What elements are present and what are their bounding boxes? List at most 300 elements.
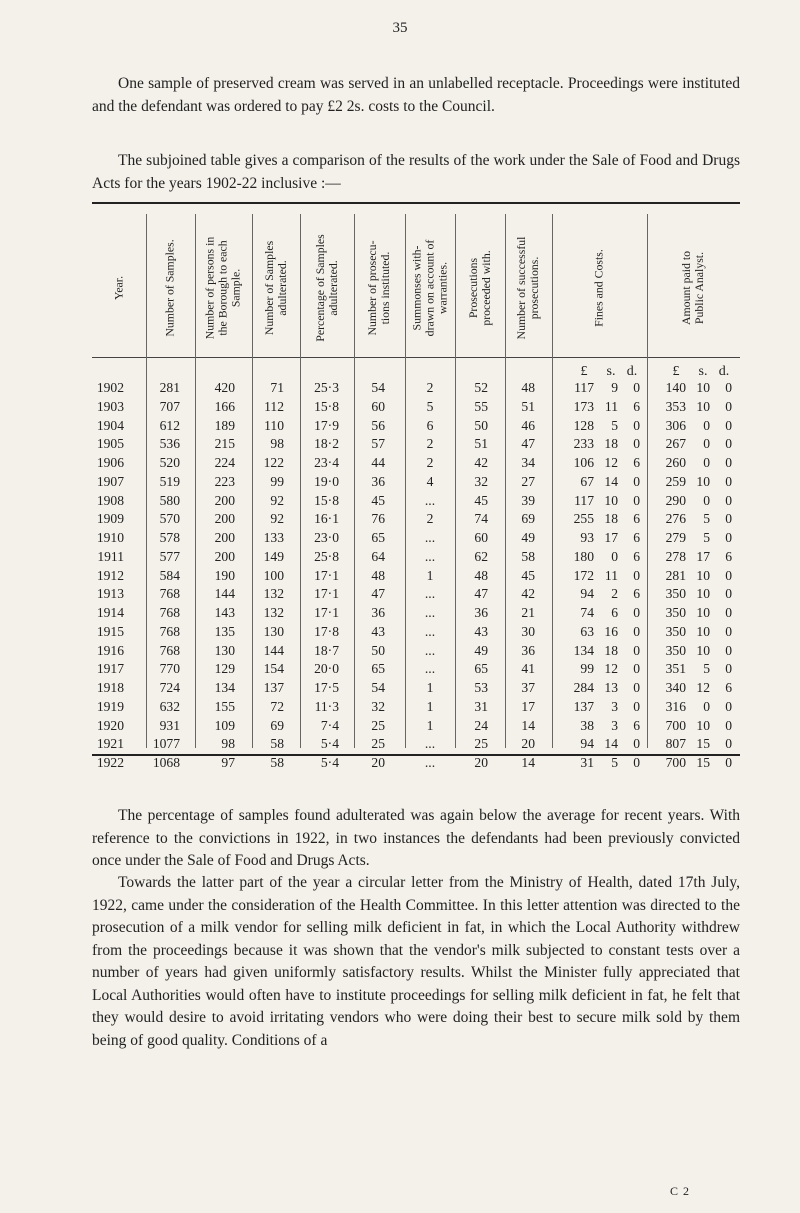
cell-year: 1917: [96, 661, 124, 677]
cell-proceeded: 60: [474, 530, 488, 545]
header-persons: [202, 222, 243, 354]
cell-fines-shillings: 18: [604, 511, 618, 527]
cell-analyst-pence: 0: [725, 717, 732, 733]
cell-prosecutions: 47: [371, 586, 385, 602]
cell-proceeded: 51: [474, 436, 488, 452]
cell-percentage: 18·7: [314, 642, 339, 658]
cell-fines-pounds: 93: [580, 530, 594, 545]
cell-percentage: 5·4: [320, 736, 339, 752]
cell-proceeded: 32: [474, 473, 488, 489]
cell-analyst-pence: 6: [725, 548, 732, 564]
cell-successful: 14: [521, 717, 535, 733]
cell-withdrawn: ...: [424, 661, 436, 677]
cell-samples: 768: [159, 642, 180, 658]
cell-prosecutions: 36: [371, 473, 385, 489]
cell-year: 1906: [96, 455, 124, 470]
cell-withdrawn: 2: [426, 380, 434, 395]
cell-samples: 570: [159, 511, 180, 527]
cell-fines-pence: 6: [633, 530, 640, 545]
cell-fines-pounds: 128: [573, 417, 594, 433]
cell-fines-shillings: 11: [604, 398, 618, 414]
paragraph-cream-sample: [92, 73, 740, 118]
cell-fines-pence: 0: [633, 417, 640, 433]
cell-year: 1914: [96, 605, 124, 620]
cell-percentage: 20·0: [314, 661, 339, 677]
cell-withdrawn: 1: [426, 698, 434, 714]
column-divider: [146, 214, 147, 748]
cell-percentage: 23·4: [314, 455, 339, 470]
cell-withdrawn: ...: [424, 642, 436, 658]
cell-fines-pence: 0: [633, 661, 640, 677]
cell-percentage: 17·8: [314, 623, 339, 639]
table-row: [92, 624, 740, 643]
analyst-unit-shillings: s.: [698, 364, 708, 379]
cell-fines-shillings: 2: [611, 586, 618, 602]
cell-adulterated: 71: [270, 380, 284, 395]
header-prosecutions: [366, 222, 392, 354]
cell-year: 1921: [96, 736, 124, 752]
header-withdrawn: [409, 222, 450, 354]
cell-analyst-pounds: 278: [665, 548, 686, 564]
cell-adulterated: 149: [263, 548, 284, 564]
cell-fines-pence: 0: [633, 698, 640, 714]
header-analyst: [680, 222, 706, 354]
cell-percentage: 19·0: [314, 473, 339, 489]
table-row: [92, 455, 740, 474]
cell-percentage: 17·1: [314, 605, 339, 620]
cell-year: 1908: [96, 492, 124, 508]
cell-fines-shillings: 12: [604, 455, 618, 470]
cell-analyst-pence: 0: [725, 473, 732, 489]
cell-fines-pounds: 180: [573, 548, 594, 564]
column-divider: [647, 214, 648, 748]
cell-fines-shillings: 9: [611, 380, 618, 395]
header-label: Number of successful prosecutions.: [514, 236, 541, 340]
cell-fines-pounds: 106: [573, 455, 594, 470]
cell-fines-pence: 0: [633, 680, 640, 695]
cell-withdrawn: ...: [424, 548, 436, 564]
cell-samples: 768: [159, 586, 180, 602]
cell-withdrawn: ...: [424, 530, 436, 545]
cell-persons: 200: [214, 548, 235, 564]
cell-analyst-shillings: 0: [703, 492, 710, 508]
cell-withdrawn: 2: [426, 455, 434, 470]
cell-analyst-pounds: 807: [665, 736, 686, 752]
cell-analyst-pounds: 259: [665, 473, 686, 489]
cell-percentage: 5·4: [320, 755, 339, 770]
cell-year: 1922: [96, 755, 124, 770]
cell-prosecutions: 45: [371, 492, 385, 508]
cell-samples: 724: [159, 680, 180, 695]
cell-prosecutions: 56: [371, 417, 385, 433]
column-divider: [505, 214, 506, 748]
cell-analyst-pounds: 260: [665, 455, 686, 470]
cell-samples: 770: [159, 661, 180, 677]
cell-samples: 281: [159, 380, 180, 395]
fines-unit-pence: d.: [626, 364, 638, 379]
cell-fines-pounds: 173: [573, 398, 594, 414]
cell-successful: 69: [521, 511, 535, 527]
cell-adulterated: 130: [263, 623, 284, 639]
cell-analyst-shillings: 17: [696, 548, 710, 564]
cell-samples: 1077: [152, 736, 180, 752]
cell-year: 1913: [96, 586, 124, 602]
cell-percentage: 11·3: [314, 698, 339, 714]
cell-fines-pence: 0: [633, 605, 640, 620]
cell-persons: 200: [214, 511, 235, 527]
cell-analyst-pence: 0: [725, 698, 732, 714]
cell-analyst-pence: 0: [725, 605, 732, 620]
cell-proceeded: 31: [474, 698, 488, 714]
cell-year: 1918: [96, 680, 124, 695]
cell-prosecutions: 48: [371, 567, 385, 583]
cell-persons: 129: [214, 661, 235, 677]
cell-year: 1911: [97, 548, 124, 564]
cell-adulterated: 98: [270, 436, 284, 452]
table-row: [92, 661, 740, 680]
cell-persons: 97: [221, 755, 235, 770]
cell-fines-pence: 0: [633, 473, 640, 489]
cell-prosecutions: 54: [371, 680, 385, 695]
cell-adulterated: 72: [270, 698, 284, 714]
cell-analyst-pounds: 351: [665, 661, 686, 677]
cell-proceeded: 49: [474, 642, 488, 658]
cell-fines-shillings: 10: [604, 492, 618, 508]
cell-analyst-pence: 0: [725, 455, 732, 470]
cell-samples: 584: [159, 567, 180, 583]
table-row: [92, 643, 740, 662]
cell-fines-shillings: 18: [604, 642, 618, 658]
cell-samples: 707: [159, 398, 180, 414]
cell-analyst-pounds: 267: [665, 436, 686, 452]
cell-adulterated: 132: [263, 605, 284, 620]
table-row: [92, 493, 740, 512]
fines-unit-shillings: s.: [606, 364, 616, 379]
signature-mark: C 2: [670, 1184, 691, 1198]
cell-fines-pounds: 67: [580, 473, 594, 489]
cell-persons: 190: [214, 567, 235, 583]
cell-analyst-shillings: 0: [703, 698, 710, 714]
cell-successful: 58: [521, 548, 535, 564]
column-divider: [405, 214, 406, 748]
cell-successful: 14: [521, 755, 535, 770]
paragraph-text: Towards the latter part of the year a circular letter from the Ministry of Health, dated 17th July, 1922, came under the consideration of the Health Committee. In this letter attention was directed to the prosecution of a milk vendor for selling milk deficient in fat, in which the Local Authority withdrew from the proceedings because it was shown that the vendor's milk subjected to constant tests over a number of years had given uniformly satisfactory results. Whilst the Minister fully appreciated that Local Authorities would often have to institute proceedings for selling milk deficient in fat, he felt that they would desire to avoid irritating vendors who were doing their best to secure milk sold by them being of good quality. Conditions of a: [92, 874, 740, 1049]
cell-percentage: 17·5: [314, 680, 339, 695]
cell-proceeded: 42: [474, 455, 488, 470]
cell-analyst-pence: 0: [725, 436, 732, 452]
table-row: [92, 530, 740, 549]
cell-prosecutions: 65: [371, 661, 385, 677]
table-row: [92, 549, 740, 568]
cell-analyst-pounds: 306: [665, 417, 686, 433]
cell-year: 1909: [96, 511, 124, 527]
cell-fines-pounds: 284: [573, 680, 594, 695]
header-label: Year.: [111, 275, 126, 301]
cell-samples: 768: [159, 623, 180, 639]
column-divider: [552, 214, 553, 748]
table-row: [92, 680, 740, 699]
cell-analyst-pence: 0: [725, 642, 732, 658]
cell-withdrawn: 6: [426, 417, 434, 433]
cell-analyst-pounds: 350: [665, 605, 686, 620]
header-label: Prosecutions proceeded with.: [466, 250, 493, 326]
cell-successful: 30: [521, 623, 535, 639]
cell-withdrawn: ...: [424, 736, 436, 752]
cell-analyst-pounds: 700: [665, 717, 686, 733]
cell-persons: 98: [221, 736, 235, 752]
table-row: [92, 718, 740, 737]
cell-fines-shillings: 11: [604, 567, 618, 583]
cell-proceeded: 47: [474, 586, 488, 602]
table-row: [92, 474, 740, 493]
cell-adulterated: 112: [264, 398, 284, 414]
cell-proceeded: 74: [474, 511, 488, 527]
cell-withdrawn: ...: [424, 623, 436, 639]
cell-samples: 578: [159, 530, 180, 545]
cell-fines-pence: 0: [633, 567, 640, 583]
table-row: [92, 436, 740, 455]
cell-fines-shillings: 0: [611, 548, 618, 564]
cell-fines-pence: 0: [633, 436, 640, 452]
cell-samples: 768: [159, 605, 180, 620]
cell-percentage: 18·2: [314, 436, 339, 452]
cell-fines-pounds: 94: [580, 736, 594, 752]
cell-successful: 39: [521, 492, 535, 508]
cell-withdrawn: ...: [424, 755, 436, 770]
cell-adulterated: 69: [270, 717, 284, 733]
header-year: [106, 222, 132, 354]
cell-analyst-pence: 0: [725, 755, 732, 770]
cell-year: 1920: [96, 717, 124, 733]
cell-percentage: 15·8: [314, 492, 339, 508]
cell-withdrawn: 2: [426, 436, 434, 452]
cell-year: 1915: [96, 623, 124, 639]
cell-withdrawn: 1: [426, 680, 434, 695]
paragraph-text: The percentage of samples found adulterated was again below the average for recent years. With reference to the convictions in 1922, in two instances the defendants had been previously convicted once under the Sale of Food and Drugs Acts.: [92, 807, 740, 869]
cell-proceeded: 24: [474, 717, 488, 733]
table-row: [92, 511, 740, 530]
cell-analyst-pence: 0: [725, 398, 732, 414]
cell-percentage: 16·1: [314, 511, 339, 527]
cell-samples: 536: [159, 436, 180, 452]
cell-fines-shillings: 14: [604, 736, 618, 752]
cell-fines-pounds: 63: [580, 623, 594, 639]
header-adulterated: [263, 222, 289, 354]
cell-persons: 143: [214, 605, 235, 620]
cell-analyst-pence: 0: [725, 661, 732, 677]
cell-adulterated: 132: [263, 586, 284, 602]
cell-successful: 42: [521, 586, 535, 602]
cell-analyst-shillings: 10: [696, 567, 710, 583]
cell-adulterated: 92: [270, 511, 284, 527]
cell-analyst-pounds: 350: [665, 586, 686, 602]
fines-unit-pounds: £: [580, 364, 588, 379]
column-divider: [300, 214, 301, 748]
cell-analyst-shillings: 5: [703, 511, 710, 527]
cell-samples: 1068: [152, 755, 180, 770]
cell-successful: 21: [521, 605, 535, 620]
cell-withdrawn: ...: [424, 586, 436, 602]
cell-analyst-shillings: 10: [696, 642, 710, 658]
cell-samples: 612: [159, 417, 180, 433]
cell-fines-pounds: 117: [574, 380, 594, 395]
table-row: [92, 586, 740, 605]
cell-fines-pounds: 117: [574, 492, 594, 508]
cell-year: 1912: [96, 567, 124, 583]
cell-persons: 166: [214, 398, 235, 414]
cell-persons: 215: [214, 436, 235, 452]
cell-analyst-pounds: 316: [665, 698, 686, 714]
cell-successful: 37: [521, 680, 535, 695]
header-percentage: [314, 222, 340, 354]
column-divider: [252, 214, 253, 748]
cell-year: 1919: [96, 698, 124, 714]
table-header-rule: [92, 357, 740, 358]
cell-analyst-shillings: 10: [696, 380, 710, 395]
cell-successful: 45: [521, 567, 535, 583]
cell-percentage: 17·1: [314, 586, 339, 602]
cell-analyst-shillings: 10: [696, 398, 710, 414]
paragraph-ministry-letter: [92, 872, 740, 1052]
cell-fines-pence: 0: [633, 623, 640, 639]
cell-fines-shillings: 12: [604, 661, 618, 677]
cell-percentage: 17·1: [314, 567, 339, 583]
cell-withdrawn: 5: [426, 398, 434, 414]
cell-persons: 200: [214, 492, 235, 508]
cell-analyst-shillings: 10: [696, 605, 710, 620]
header-label: Amount paid to Public Analyst.: [679, 250, 706, 326]
table-row: [92, 755, 740, 774]
cell-adulterated: 144: [263, 642, 284, 658]
cell-fines-pence: 6: [633, 548, 640, 564]
cell-percentage: 7·4: [320, 717, 339, 733]
page-number: 35: [392, 20, 408, 36]
cell-prosecutions: 65: [371, 530, 385, 545]
cell-analyst-shillings: 5: [703, 661, 710, 677]
cell-analyst-shillings: 0: [703, 436, 710, 452]
cell-analyst-pence: 0: [725, 736, 732, 752]
cell-analyst-pounds: 276: [665, 511, 686, 527]
cell-proceeded: 36: [474, 605, 488, 620]
cell-analyst-pounds: 353: [665, 398, 686, 414]
cell-analyst-shillings: 12: [696, 680, 710, 695]
cell-proceeded: 52: [474, 380, 488, 395]
cell-fines-pence: 0: [633, 492, 640, 508]
cell-percentage: 15·8: [314, 398, 339, 414]
cell-fines-shillings: 3: [611, 698, 618, 714]
cell-fines-shillings: 14: [604, 473, 618, 489]
cell-fines-pence: 6: [633, 455, 640, 470]
cell-withdrawn: 1: [426, 567, 434, 583]
analyst-unit-pounds: £: [672, 364, 680, 379]
cell-withdrawn: 1: [426, 717, 434, 733]
table-row: [92, 380, 740, 399]
cell-adulterated: 100: [263, 567, 284, 583]
cell-analyst-pence: 0: [725, 417, 732, 433]
header-label: Number of persons in the Borough to each Sample.: [202, 236, 243, 340]
food-drugs-comparison-table: [92, 202, 740, 770]
cell-proceeded: 43: [474, 623, 488, 639]
cell-analyst-pounds: 700: [665, 755, 686, 770]
cell-successful: 49: [521, 530, 535, 545]
cell-persons: 200: [214, 530, 235, 545]
cell-analyst-pence: 0: [725, 530, 732, 545]
cell-fines-pence: 6: [633, 398, 640, 414]
cell-adulterated: 122: [263, 455, 284, 470]
cell-adulterated: 58: [270, 736, 284, 752]
cell-analyst-shillings: 0: [703, 417, 710, 433]
cell-percentage: 25·3: [314, 380, 339, 395]
header-fines: [586, 222, 612, 354]
cell-successful: 36: [521, 642, 535, 658]
cell-prosecutions: 36: [371, 605, 385, 620]
cell-analyst-pounds: 350: [665, 642, 686, 658]
cell-samples: 632: [159, 698, 180, 714]
cell-prosecutions: 43: [371, 623, 385, 639]
cell-fines-pounds: 137: [573, 698, 594, 714]
cell-successful: 20: [521, 736, 535, 752]
cell-year: 1903: [96, 398, 124, 414]
cell-proceeded: 25: [474, 736, 488, 752]
table-body: [92, 380, 740, 774]
cell-successful: 17: [521, 698, 535, 714]
cell-analyst-pence: 0: [725, 511, 732, 527]
cell-year: 1904: [96, 417, 124, 433]
cell-successful: 48: [521, 380, 535, 395]
cell-samples: 580: [159, 492, 180, 508]
cell-adulterated: 110: [264, 417, 284, 433]
cell-fines-shillings: 3: [611, 717, 618, 733]
paragraph-table-intro: [92, 150, 740, 195]
cell-percentage: 25·8: [314, 548, 339, 564]
cell-analyst-shillings: 10: [696, 623, 710, 639]
cell-proceeded: 50: [474, 417, 488, 433]
cell-fines-shillings: 5: [611, 417, 618, 433]
cell-percentage: 23·0: [314, 530, 339, 545]
cell-withdrawn: ...: [424, 605, 436, 620]
cell-proceeded: 53: [474, 680, 488, 695]
cell-fines-pounds: 233: [573, 436, 594, 452]
cell-fines-pence: 0: [633, 642, 640, 658]
cell-fines-pounds: 38: [580, 717, 594, 733]
cell-analyst-pounds: 281: [665, 567, 686, 583]
cell-persons: 420: [214, 380, 235, 395]
cell-prosecutions: 76: [371, 511, 385, 527]
paragraph-text: One sample of preserved cream was served in an unlabelled receptacle. Proceedings were instituted and the defendant was ordered to pay £2 2s. costs to the Council.: [92, 75, 740, 115]
header-label: Number of Samples adulterated.: [262, 240, 289, 336]
cell-fines-pence: 6: [633, 511, 640, 527]
cell-adulterated: 92: [270, 492, 284, 508]
header-samples: [157, 222, 183, 354]
table-row: [92, 736, 740, 755]
cell-fines-pounds: 74: [580, 605, 594, 620]
table-row: [92, 418, 740, 437]
cell-proceeded: 45: [474, 492, 488, 508]
cell-fines-shillings: 17: [604, 530, 618, 545]
header-successful: [515, 222, 541, 354]
cell-analyst-shillings: 10: [696, 473, 710, 489]
cell-fines-pounds: 134: [573, 642, 594, 658]
cell-fines-pence: 0: [633, 755, 640, 770]
cell-adulterated: 58: [270, 755, 284, 770]
table-top-rule: [92, 202, 740, 204]
cell-fines-shillings: 18: [604, 436, 618, 452]
cell-proceeded: 62: [474, 548, 488, 564]
cell-analyst-pence: 0: [725, 586, 732, 602]
cell-adulterated: 154: [263, 661, 284, 677]
cell-analyst-pence: 0: [725, 492, 732, 508]
cell-fines-pounds: 172: [573, 567, 594, 583]
